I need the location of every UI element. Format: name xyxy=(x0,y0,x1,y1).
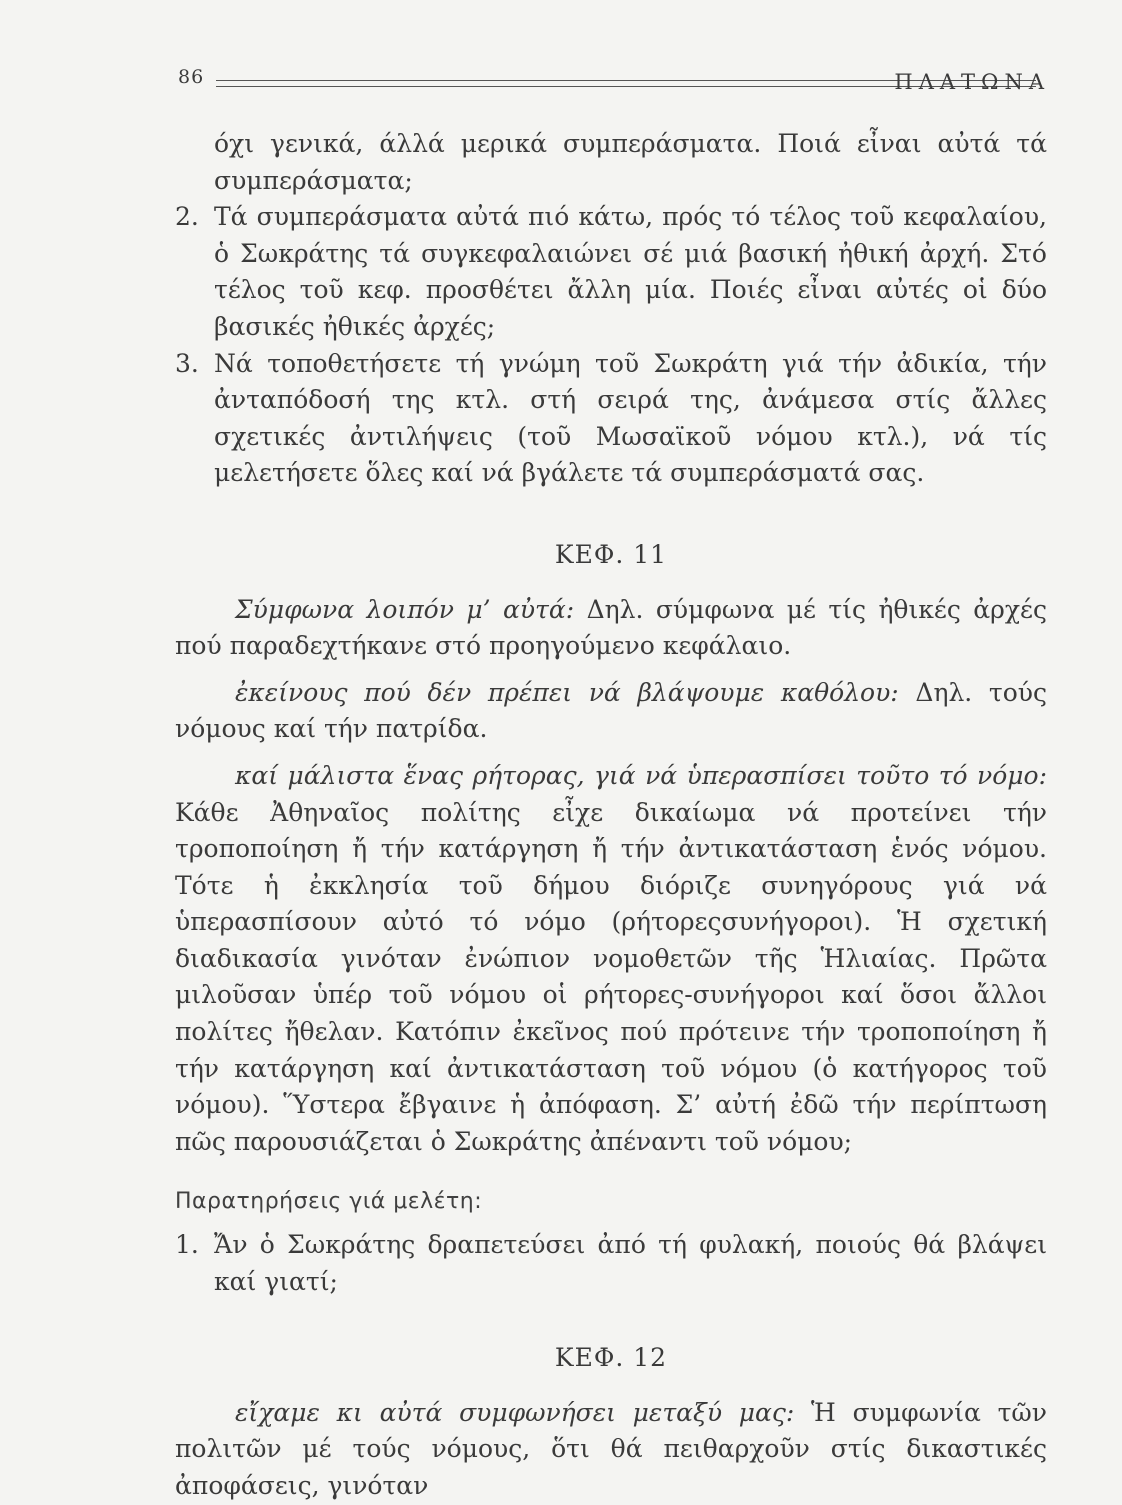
list-item-text: Νά τοποθετήσετε τή γνώμη τοῦ Σωκράτη γιά τήν ἀδικία, τήν ἀνταπόδοσή της κτλ. στή σειρά της, ἀνάμεσα στίς ἄλλες σχετικές ἀντιλήψεις (τοῦ Μωσαϊκοῦ νόμου κτλ.), νά τίς μελετήσετε ὅλες καί νά βγάλετε τά συμπεράσματά σας. xyxy=(214,348,1047,488)
note-lemma: Σύμφωνα λοιπόν μ’ αὐτά: xyxy=(235,594,575,624)
note-text: Κάθε Ἀθηναῖος πολίτης εἶχε δικαίωμα νά προτείνει τήν τροποποίηση ἤ τήν κατάργηση ἤ τήν ἀντικατάσταση ἑνός νόμου. Τότε ἡ ἐκκλησία τοῦ δήμου διόριζε συνηγόρους γιά νά ὑπερασπίσουν αὐτό τό νόμο (ρήτορεςσυνήγοροι). Ἡ σχετική διαδικασία γινόταν ἐνώπιον νομοθετῶν τῆς Ἡλιαίας. Πρῶτα μιλοῦσαν ὑπέρ τοῦ νόμου οἱ ρήτορες-συνήγοροι καί ὅσοι ἄλλοι πολίτες ἤθελαν. Κατόπιν ἐκεῖνος πού πρότεινε τήν τροποποίηση ἤ τήν κατάργηση καί ἀντικατάσταση τοῦ νόμου (ὁ κατήγορος τοῦ νόμου). Ὕστερα ἔβγαινε ἡ ἀπόφαση. Σ’ αὐτή ἐδῶ τήν περίπτωση πῶς παρουσιάζεται ὁ Σωκράτης ἀπέναντι τοῦ νόμου; xyxy=(175,797,1047,1156)
note-paragraph xyxy=(175,758,1047,1161)
note-lemma: καί μάλιστα ἕνας ρήτορας, γιά νά ὑπερασπίσει τοῦτο τό νόμο: xyxy=(235,760,1047,790)
note-text: Ἡ συμφωνία τῶν πολιτῶν μέ τούς νόμους, ὅτι θά πειθαρχοῦν στίς δικαστικές ἀποφάσεις, γινόταν xyxy=(175,1397,1047,1500)
note-lemma: ἐκείνους πού δέν πρέπει νά βλάψουμε καθόλου: xyxy=(235,677,899,707)
list-item-number: 3. xyxy=(175,348,199,378)
study-notes-title: Παρατηρήσεις γιά μελέτη: xyxy=(175,1189,483,1215)
list-item xyxy=(175,199,1047,345)
list-item-text: Ἄν ὁ Σωκράτης δραπετεύσει ἀπό τή φυλακή, ποιούς θά βλάψει καί γιατί; xyxy=(214,1230,1047,1296)
note-paragraph xyxy=(175,1395,1047,1505)
note-paragraph xyxy=(175,592,1047,665)
question-list xyxy=(175,199,1047,492)
list-item-number: 2. xyxy=(175,202,199,232)
page-body xyxy=(175,126,1047,1505)
note-text: Δηλ. τούς νόμους καί τήν πατρίδα. xyxy=(175,677,1047,744)
chapter-12-heading: ΚΕΦ. 12 xyxy=(554,1343,668,1373)
chapter-11-heading: ΚΕΦ. 11 xyxy=(554,539,668,569)
note-text: Δηλ. σύμφωνα μέ τίς ἠθικές ἀρχές πού παραδεχτήκανε στό προηγούμενο κεφάλαιο. xyxy=(175,594,1047,661)
list-item xyxy=(175,346,1047,492)
list-item xyxy=(175,1227,1047,1300)
study-list xyxy=(175,1227,1047,1300)
note-lemma: εἴχαμε κι αὐτά συμφωνήσει μεταξύ μας: xyxy=(235,1397,795,1427)
page-number: 86 xyxy=(178,66,205,88)
list-item-text: Τά συμπεράσματα αὐτά πιό κάτω, πρός τό τέλος τοῦ κεφαλαίου, ὁ Σωκράτης τά συγκεφαλαιώνει σέ μιά βασική ἠθική ἀρχή. Στό τέλος τοῦ κεφ. προσθέτει ἄλλη μία. Ποιές εἶναι αὐτές οἱ δύο βασικές ἠθικές ἀρχές; xyxy=(214,202,1047,341)
list-item-number: 1. xyxy=(175,1230,199,1260)
note-paragraph xyxy=(175,675,1047,748)
running-head: ΠΛΑΤΩΝΑ xyxy=(894,70,1050,94)
page-header xyxy=(178,66,1050,102)
question-continuation: όχι γενικά, άλλά μερικά συμπεράσματα. Ποιά εἶναι αὐτά τά συμπεράσματα; xyxy=(214,129,1047,195)
